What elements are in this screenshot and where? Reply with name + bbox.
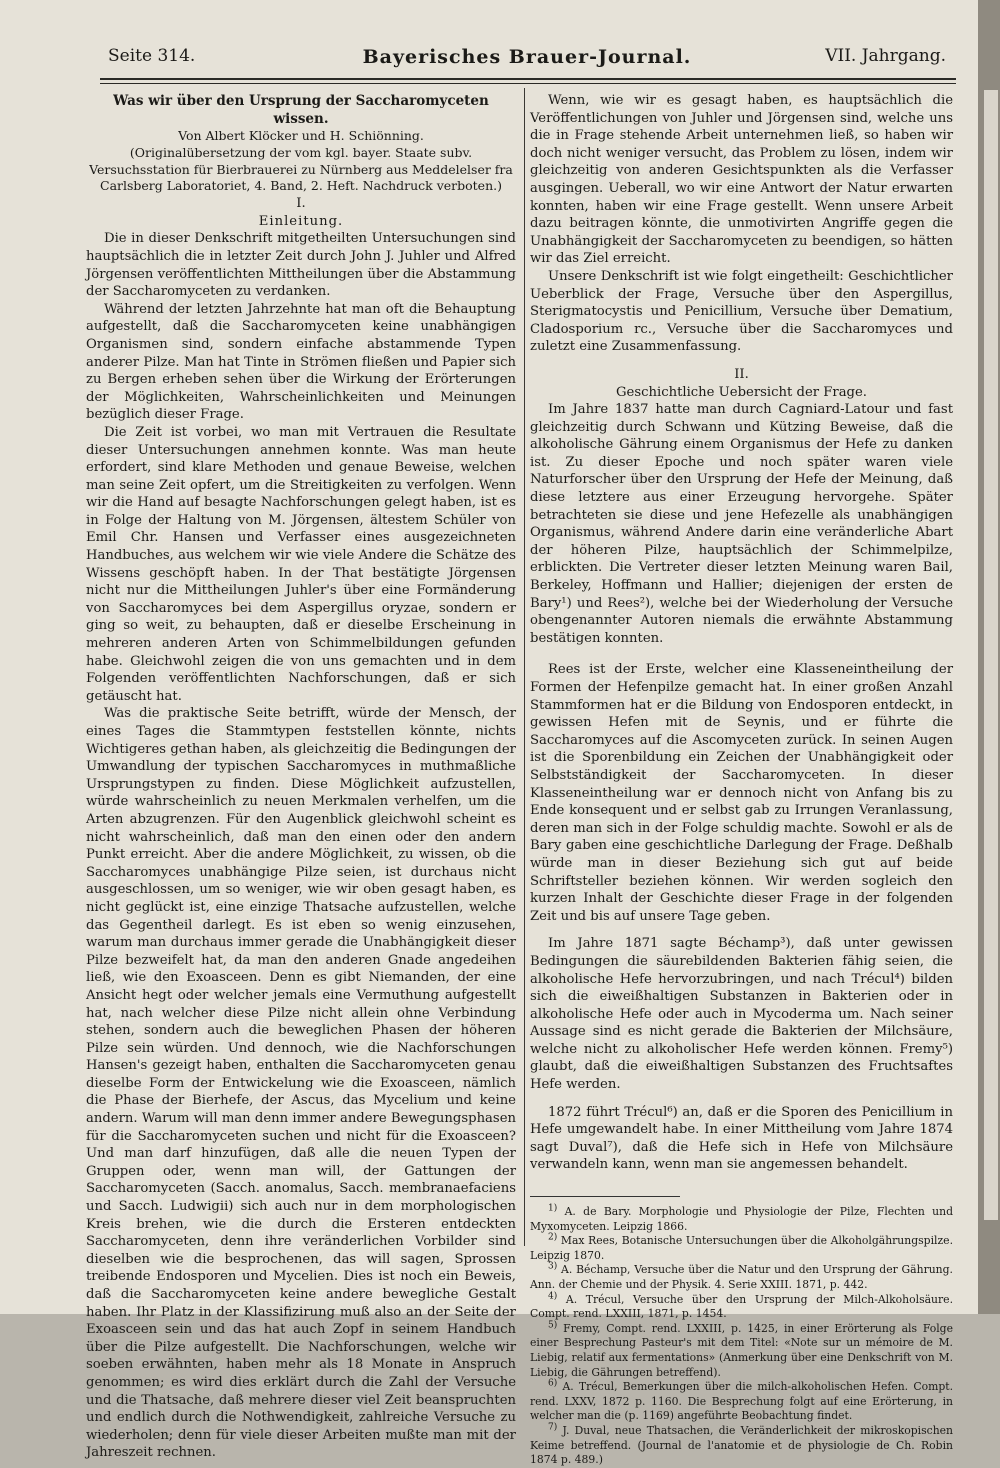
paragraph: Während der letzten Jahrzehnte hat man oft die Behauptung aufgestellt, daß die Saccharomyceten keine unabhängigen Organismen sind, sondern einfache abstammende Typen anderer Pilze. Man hat Tinte in Strömen fließen und Papier sich zu Bergen erheben sehen über die Wirkung der Erörterungen der Möglichkeiten, Wahrscheinlichkeiten und Meinungen bezüglich dieser Frage. <box>86 301 516 423</box>
section-numeral-2: II. <box>734 366 749 382</box>
paragraph: Die in dieser Denkschrift mitgetheilten Untersuchungen sind hauptsächlich die in letzter Zeit durch John J. Juhler und Alfred Jörgensen veröffentlichten Mittheilungen über die Abstammung der Saccharomyceten zu verdanken. <box>86 231 516 300</box>
article-title: Was wir über den Ursprung der Saccharomyceten wissen. <box>113 93 489 127</box>
header-rule-top <box>100 78 956 80</box>
section-numeral-1: I. <box>296 196 306 212</box>
article-authors: Von Albert Klöcker und H. Schiönning. <box>178 128 424 143</box>
page-number: Seite 314. <box>108 46 196 66</box>
volume-label: VII. Jahrgang. <box>825 46 946 66</box>
article-note: (Originalübersetzung der vom kgl. bayer. Staate subv. Versuchsstation für Bierbrauerei zu Nürnberg aus Meddelelser fra Carlsberg Laboratoriet, 4. Band, 2. Heft. Nachdruck verboten.) <box>89 144 513 194</box>
paragraph: Rees ist der Erste, welcher eine Klasseneintheilung der Formen der Hefenpilze gemacht hat. In einer großen Anzahl Stammformen hat er die Bildung von Endosporen entdeckt, in gewissen Hefen mit de Seynis, und er führte die Saccharomyces auf die Ascomyceten zurück. In seinen Augen ist die Sporenbildung ein Zeichen der Unabhängigkeit oder Selbstständigkeit der Saccharomyceten. In dieser Klasseneintheilung war er dennoch nicht von Anfang bis zu Ende konsequent und er selbst gab zu Irrungen Veranlassung, deren man sich in der Folge schuldig machte. Sowohl er als de Bary gaben eine geschichtliche Darlegung der Frage. Deßhalb würde man in dieser Beziehung sich gut auf beide Schriftsteller beziehen können. Wir werden sogleich den kurzen Inhalt der Geschichte dieser Frage in der folgenden Zeit und bis auf unsere Tage geben. <box>530 662 953 924</box>
adjacent-page-strip <box>984 90 998 1220</box>
paragraph: Wenn, wie wir es gesagt haben, es hauptsächlich die Veröffentlichungen von Juhler und Jörgensen sind, welche uns die in Frage stehende Arbeit unternehmen ließ, so haben wir doch nicht weniger versucht, das Problem zu lösen, indem wir gleichzeitig von anderen Gesichtspunkten als die Verfasser ausgingen. Ueberall, wo wir eine Antwort der Natur erwarten konnten, haben wir eine Frage gestellt. Wenn unsere Arbeit dazu beitragen könnte, die unmotivirten Angriffe gegen die Unabhängigkeit der Saccharomyceten zu beendigen, so hätten wir das Ziel erreicht. <box>530 93 953 267</box>
paragraph: Unsere Denkschrift ist wie folgt eingetheilt: Geschichtlicher Ueberblick der Frage, Versuche über den Aspergillus, Sterigmatocystis und Penicillium, Versuche über Dematium, Cladosporium rc., Versuche über die Saccharomyces und zuletzt eine Zusammenfassung. <box>530 268 953 355</box>
footnote: $^{4)}$ A. Trécul, Versuche über den Ursprung der Milch-Alkoholsäure. Compt. rend. LXXIII, 1871, p. 1454. <box>530 1291 953 1321</box>
footnote: $^{1)}$ A. de Bary. Morphologie und Physiologie der Pilze, Flechten und Myxomyceten. Leipzig 1866. <box>530 1203 954 1233</box>
section-heading-1: Einleitung. <box>258 213 344 229</box>
footnote-rule <box>530 1196 680 1197</box>
footnotes <box>530 1205 953 1468</box>
footnote: $^{2)}$ Max Rees, Botanische Untersuchungen über die Alkoholgährungspilze. Leipzig 1870. <box>530 1232 953 1262</box>
footnote: $^{5)}$ Fremy, Compt. rend. LXXIII, p. 1425, in einer Erörterung als Folge einer Besprechung Pasteur's mit dem Titel: «Note sur un mémoire de M. Liebig, relatif aux fermentations» (Anmerkung über eine Denkschrift von M. Liebig, die Gährungen betreffend). <box>530 1320 953 1379</box>
journal-title: Bayerisches Brauer-Journal. <box>362 46 692 68</box>
paragraph: Im Jahre 1837 hatte man durch Cagniard-Latour und fast gleichzeitig durch Schwann und Kützing Beweise, daß die alkoholische Gährung einem Organismus der Hefe zu danken ist. Zu dieser Epoche und noch später waren viele Naturforscher über den Ursprung der Hefe der Meinung, daß diese letztere aus einer Erzeugung hervorgehe. Später betrachteten sie diese und jene Hefezelle als unabhängigen Organismus, während Andere darin eine veränderliche Abart der höheren Pilze, hauptsächlich der Schimmelpilze, erblickten. Die Vertreter dieser letzten Meinung waren Bail, Berkeley, Hoffmann und Hallier; diejenigen der ersten de Bary¹) und Rees²), welche bei der Wiederholung der Versuche obengenannter Autoren niemals die erwähnte Abstammung bestätigen konnten. <box>530 402 953 646</box>
column-separator <box>524 88 525 1246</box>
paragraph: 1872 führt Trécul⁶) an, daß er die Sporen des Penicillium in Hefe umgewandelt habe. In einer Mittheilung vom Jahre 1874 sagt Duval⁷), daß die Hefe sich in Hefe von Milchsäure verwandeln kann, wenn man sie angemessen behandelt. <box>530 1104 953 1173</box>
left-column <box>86 92 516 1462</box>
page-header <box>108 46 946 76</box>
section-heading-2: Geschichtliche Uebersicht der Frage. <box>615 384 867 400</box>
paragraph: Was die praktische Seite betrifft, würde der Mensch, der eines Tages die Stammtypen feststellen könnte, nichts Wichtigeres gethan haben, als gleichzeitig die Bedingungen der Umwandlung der typischen Saccharomyces in muthmaßliche Ursprungstypen zu finden. Diese Möglichkeit aufzustellen, würde wahrscheinlich zu neuen Merkmalen verhelfen, um die Arten abzugrenzen. Für den Augenblick gleichwohl scheint es nicht wahrscheinlich, daß man den einen oder den andern Punkt erreicht. Aber die andere Möglichkeit, zu wissen, ob die Saccharomyces unabhängige Pilze seien, ist durchaus nicht ausgeschlossen, um so weniger, wie wir oben gesagt haben, es nicht geglückt ist, eine einzige Thatsache aufzustellen, welche das Gegentheil darlegt. Es ist eben so wenig einzusehen, warum man durchaus immer gerade die Unabhängigkeit dieser Pilze bezweifelt hat, da man den anderen Gnade angedeihen ließ, wie den Exoasceen. Denn es gibt Niemanden, der eine Ansicht hegt oder welcher jemals eine Vermuthung aufgestellt hat, nach welcher diese Pilze nicht allein ohne Verbindung stehen, sondern auch die beweglichen Phasen der höheren Pilze sein würden. Und dennoch, wie die Nachforschungen Hansen's gezeigt haben, enthalten die Saccharomyceten genau dieselbe Form der Entwickelung wie die Exoasceen, nämlich die Phase der Bierhefe, der Ascus, das Mycelium und keine andern. Warum will man denn immer andere Bewegungsphasen für die Saccharomyceten suchen und nicht für die Exoasceen? Und man darf hinzufügen, daß alle die neuen Typen der Gruppen oder, wenn man will, der Gattungen der Saccharomyceten (Sacch. anomalus, Sacch. membranaefaciens und Sacch. Ludwigii) sich auch nur in dem morphologischen Kreis brehen, wie die durch die Ersteren entdeckten Saccharomyceten, denn ihre veränderlichen Vorbilder sind dieselben wie die besprochenen, das will sagen, Sprossen treibende Endosporen und Mycelien. Dies ist noch ein Beweis, daß die Saccharomyceten keine andere bewegliche Gestalt haben. Ihr Platz in der Klassifizirung muß also an der Seite der Exoasceen sein und das hat auch Zopf in seinem Handbuch über die Pilze aufgestellt. Die Nachforschungen, welche wir soeben erwähnten, haben mehr als 18 Monate in Anspruch genommen; es wird dies erklärt durch die Zahl der Versuche und die Thatsache, daß mehrere dieser viel Zeit beanspruchten und endlich durch die Nothwendigkeit, zahlreiche Versuche zu wiederholen; denn für viele dieser Arbeiten mußte man mit der Jahreszeit rechnen. <box>86 706 516 1461</box>
header-rule-bottom <box>100 83 956 84</box>
footnote: $^{7)}$ J. Duval, neue Thatsachen, die Veränderlichkeit der mikroskopischen Keime betreffend. (Journal de l'anatomie et de physiologie de Ch. Robin 1874 p. 489.) <box>530 1422 954 1467</box>
footnote: $^{6)}$ A. Trécul, Bemerkungen über die milch-alkoholischen Hefen. Compt. rend. LXXV, 1872 p. 1160. Die Besprechung folgt auf eine Erörterung, in welcher man die (p. 1169) angeführte Beobachtung findet. <box>530 1378 954 1423</box>
footnote: $^{3)}$ A. Béchamp, Versuche über die Natur und den Ursprung der Gährung. Ann. der Chemie und der Physik. 4. Serie XXIII. 1871, p. 442. <box>530 1261 953 1291</box>
right-column <box>530 92 953 1468</box>
paragraph: Im Jahre 1871 sagte Béchamp³), daß unter gewissen Bedingungen die säurebildenden Bakterien fähig seien, die alkoholische Hefe hervorzubringen, und nach Trécul⁴) bilden sich die eiweißhaltigen Substanzen in Bakterien oder in alkoholische Hefe oder auch in Mycoderma um. Nach seiner Aussage sind es nicht gerade die Bakterien der Milchsäure, welche nicht zu alkoholischer Hefe werden können. Fremy⁵) glaubt, daß die eiweißhaltigen Substanzen des Fruchtsaftes Hefe werden. <box>530 936 953 1093</box>
paragraph: Die Zeit ist vorbei, wo man mit Vertrauen die Resultate dieser Untersuchungen annehmen konnte. Was man heute erfordert, sind klare Methoden und genaue Beweise, welchen man seine Zeit opfert, um die Streitigkeiten zu verfolgen. Wenn wir die Hand auf besagte Nachforschungen gelegt haben, ist es in Folge der Haltung von M. Jörgensen, ältestem Schüler von Emil Chr. Hansen und Verfasser eines ausgezeichneten Handbuches, aus welchem wir wie viele Andere die Schätze des Wissens geschöpft haben. In der That bestätigte Jörgensen nicht nur die Mittheilungen Juhler's über eine Formänderung von Saccharomyces bei dem Aspergillus oryzae, sondern er ging so weit, zu behaupten, daß er dieselbe Erscheinung in mehreren anderen Arten von Schimmelbildungen gefunden habe. Gleichwohl zeigen die von uns gemachten und in dem Folgenden veröffentlichten Nachforschungen, daß er sich getäuscht hat. <box>86 424 516 704</box>
